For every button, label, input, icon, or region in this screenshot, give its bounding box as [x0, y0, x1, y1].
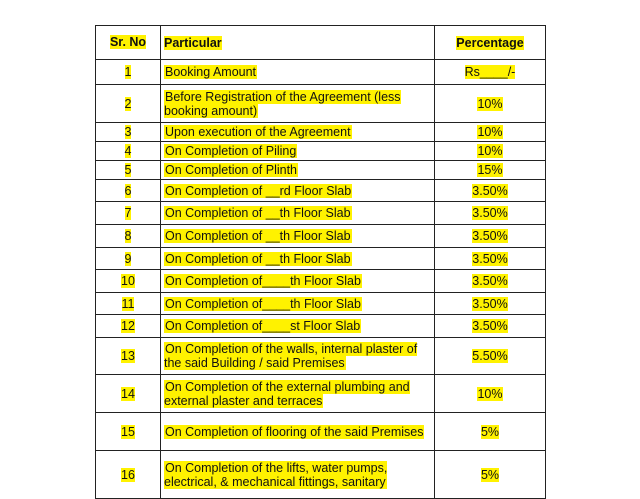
row-particular: Before Registration of the Agreement (less booking amount): [161, 85, 435, 123]
row-particular: On Completion of____th Floor Slab: [161, 270, 435, 293]
table-row: [96, 338, 546, 375]
row-particular: On Completion of __th Floor Slab: [161, 248, 435, 270]
row-sr: 3: [96, 123, 161, 142]
table-row: [96, 293, 546, 315]
table-row: [96, 142, 546, 161]
row-percentage: 10%: [435, 375, 546, 413]
row-percentage: 10%: [435, 123, 546, 142]
row-sr: 11: [96, 293, 161, 315]
table-body: [96, 60, 546, 499]
row-percentage: 5%: [435, 451, 546, 499]
table-row: [96, 180, 546, 202]
table-row: [96, 60, 546, 85]
table-row: [96, 248, 546, 270]
table-row: [96, 202, 546, 225]
row-percentage: 10%: [435, 85, 546, 123]
row-particular: On Completion of flooring of the said Premises: [161, 413, 435, 451]
row-particular: On Completion of __rd Floor Slab: [161, 180, 435, 202]
header-percentage: Percentage: [435, 26, 546, 60]
table-row: [96, 225, 546, 248]
row-particular: On Completion of____th Floor Slab: [161, 293, 435, 315]
row-percentage: 10%: [435, 142, 546, 161]
row-percentage: 3.50%: [435, 315, 546, 338]
row-percentage: 3.50%: [435, 270, 546, 293]
row-percentage: 3.50%: [435, 225, 546, 248]
row-percentage: 15%: [435, 161, 546, 180]
row-sr: 5: [96, 161, 161, 180]
row-particular: On Completion of __th Floor Slab: [161, 202, 435, 225]
row-sr: 2: [96, 85, 161, 123]
table-row: [96, 161, 546, 180]
row-sr: 15: [96, 413, 161, 451]
row-sr: 6: [96, 180, 161, 202]
row-particular: On Completion of the external plumbing and external plaster and terraces: [161, 375, 435, 413]
row-sr: 12: [96, 315, 161, 338]
row-percentage: 3.50%: [435, 180, 546, 202]
row-particular: On Completion of____st Floor Slab: [161, 315, 435, 338]
row-percentage: 5%: [435, 413, 546, 451]
row-sr: 14: [96, 375, 161, 413]
header-particular: Particular: [161, 26, 435, 60]
header-sr-no: Sr. No: [96, 26, 161, 60]
row-particular: Upon execution of the Agreement: [161, 123, 435, 142]
payment-schedule-table: [95, 25, 546, 499]
table-row: [96, 375, 546, 413]
table-row: [96, 451, 546, 499]
row-percentage: 3.50%: [435, 248, 546, 270]
table-row: [96, 123, 546, 142]
row-particular: On Completion of __th Floor Slab: [161, 225, 435, 248]
row-percentage: 5.50%: [435, 338, 546, 375]
row-sr: 1: [96, 60, 161, 85]
table-row: [96, 270, 546, 293]
row-sr: 8: [96, 225, 161, 248]
row-particular: On Completion of Piling: [161, 142, 435, 161]
row-percentage: 3.50%: [435, 293, 546, 315]
row-sr: 7: [96, 202, 161, 225]
table-row: [96, 315, 546, 338]
row-particular: Booking Amount: [161, 60, 435, 85]
table-row: [96, 413, 546, 451]
row-particular: On Completion of the walls, internal plaster of the said Building / said Premises: [161, 338, 435, 375]
row-sr: 16: [96, 451, 161, 499]
row-sr: 10: [96, 270, 161, 293]
row-percentage: Rs____/-: [435, 60, 546, 85]
row-sr: 13: [96, 338, 161, 375]
row-percentage: 3.50%: [435, 202, 546, 225]
row-particular: On Completion of Plinth: [161, 161, 435, 180]
row-particular: On Completion of the lifts, water pumps, electrical, & mechanical fittings, sanitary: [161, 451, 435, 499]
row-sr: 4: [96, 142, 161, 161]
table-row: [96, 85, 546, 123]
header-row: [96, 26, 546, 60]
row-sr: 9: [96, 248, 161, 270]
